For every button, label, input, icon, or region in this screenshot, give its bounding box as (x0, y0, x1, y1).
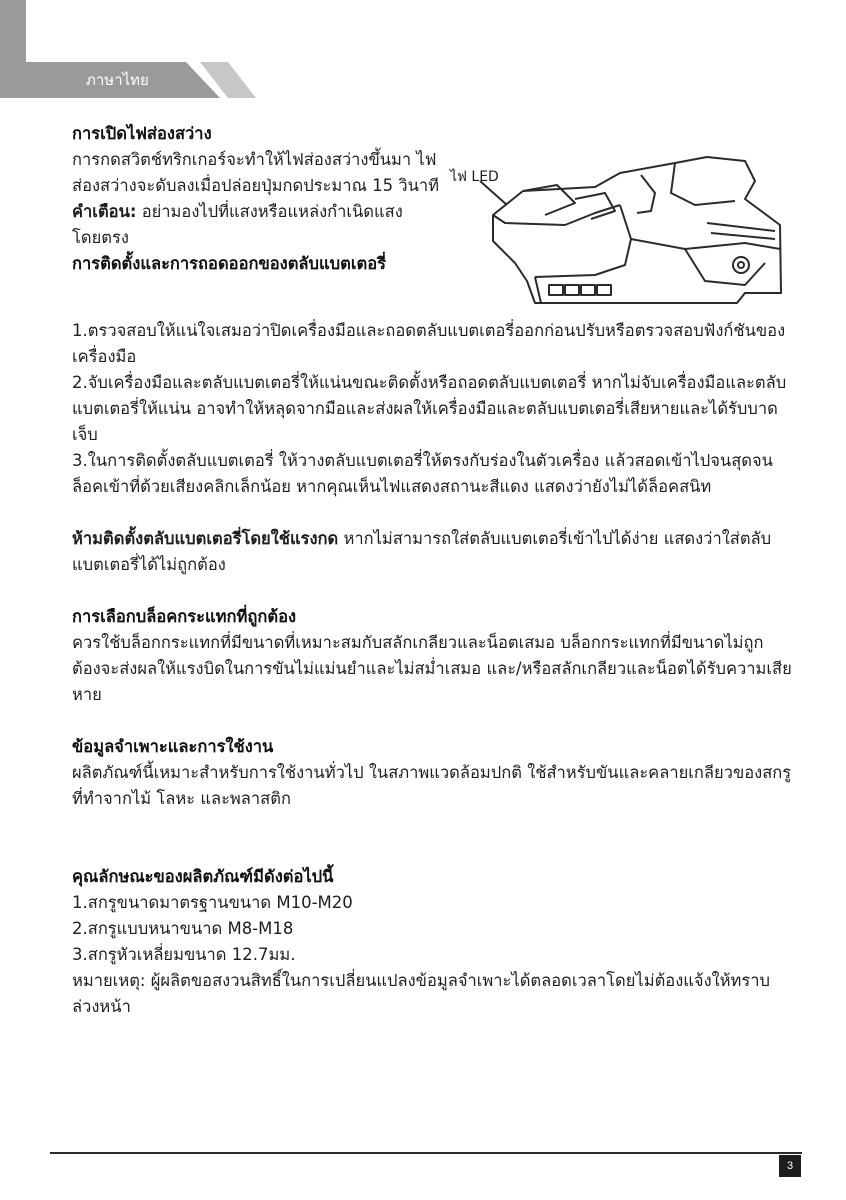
main-content (72, 318, 792, 1020)
battery-item-1: 1.ตรวจสอบให้แน่ใจเสมอว่าปิดเครื่องมือและถอดตลับแบตเตอรี่ออกก่อนปรับหรือตรวจสอบฟังก์ชันของเครื่องมือ (72, 321, 786, 366)
features-note: หมายเหตุ: ผู้ผลิตขอสงวนสิทธิ์ในการเปลี่ยนแปลงข้อมูลจำเพาะได้ตลอดเวลาโดยไม่ต้องแจ้งให้ทราบล่วงหน้า (72, 971, 771, 1016)
light-heading: การเปิดไฟส่องสว่าง (72, 124, 212, 143)
spec-body: ผลิตภัณฑ์นี้เหมาะสำหรับการใช้งานทั่วไป ในสภาพแวดล้อมปกติ ใช้สำหรับขันและคลายเกลียวของสกรูที่ทำจากไม้ โลหะ และพลาสติก (72, 763, 792, 808)
page-number: 3 (779, 1155, 801, 1177)
light-section (72, 121, 444, 277)
light-body: การกดสวิตช์ทริกเกอร์จะทำให้ไฟส่องสว่างขึ้นมา ไฟส่องสว่างจะดับลงเมื่อปล่อยปุ่มกดประมาณ 15 วินาที (72, 150, 440, 195)
tool-led-illustration (445, 153, 785, 313)
feature-item-3: 3.สกรูหัวเหลี่ยมขนาด 12.7มม. (72, 945, 296, 964)
battery-item-3: 3.ในการติดตั้งตลับแบตเตอรี่ ให้วางตลับแบตเตอรี่ให้ตรงกับร่องในตัวเครื่อง แล้วสอดเข้าไปจนสุดจนล็อคเข้าที่ด้วยเสียงคลิกเล็กน้อย หากคุณเห็นไฟแสดงสถานะสีแดง แสดงว่ายังไม่ได้ล็อคสนิท (72, 451, 773, 496)
feature-item-2: 2.สกรูแบบหนาขนาด M8-M18 (72, 919, 294, 938)
force-warning-lead: ห้ามติดตั้งตลับแบตเตอรี่โดยใช้แรงกด (72, 529, 339, 548)
spec-heading: ข้อมูลจำเพาะและการใช้งาน (72, 737, 274, 756)
warning-text: อย่ามองไปที่แสงหรือแหล่งกำเนิดแสงโดยตรง (72, 202, 403, 247)
socket-heading: การเลือกบล็อคกระแทกที่ถูกต้อง (72, 607, 297, 626)
language-label: ภาษาไทย (86, 71, 149, 89)
footer-rule (50, 1152, 802, 1154)
feature-item-1: 1.สกรูขนาดมาตรฐานขนาด M10-M20 (72, 893, 353, 912)
force-warning-text: หากไม่สามารถใส่ตลับแบตเตอรี่เข้าไปได้ง่าย แสดงว่าใส่ตลับแบตเตอรี่ได้ไม่ถูกต้อง (72, 529, 772, 574)
force-warning (72, 526, 792, 578)
warning-label: คำเตือน: (72, 202, 137, 221)
features-heading: คุณลักษณะของผลิตภัณฑ์มีดังต่อไปนี้ (72, 867, 334, 886)
battery-heading: การติดตั้งและการถอดออกของตลับแบตเตอรี่ (72, 254, 386, 273)
light-warning (72, 199, 444, 251)
socket-body: ควรใช้บล็อกกระแทกที่มีขนาดที่เหมาะสมกับสลักเกลียวและน็อตเสมอ บล็อกกระแทกที่มีขนาดไม่ถูกต้องจะส่งผลให้แรงบิดในการขันไม่แม่นยำและไม่สม่ำเสมอ และ/หรือสลักเกลียวและน็อตได้รับความเสียหาย (72, 633, 792, 704)
battery-item-2: 2.จับเครื่องมือและตลับแบตเตอรี่ให้แน่นขณะติดตั้งหรือถอดตลับแบตเตอรี่ หากไม่จับเครื่องมือและตลับแบตเตอรี่ให้แน่น อาจทำให้หลุดจากมือและส่งผลให้เครื่องมือและตลับแบตเตอรี่เสียหายและได้รับบาดเจ็บ (72, 373, 787, 444)
led-callout-label: ไฟ LED (450, 169, 499, 185)
